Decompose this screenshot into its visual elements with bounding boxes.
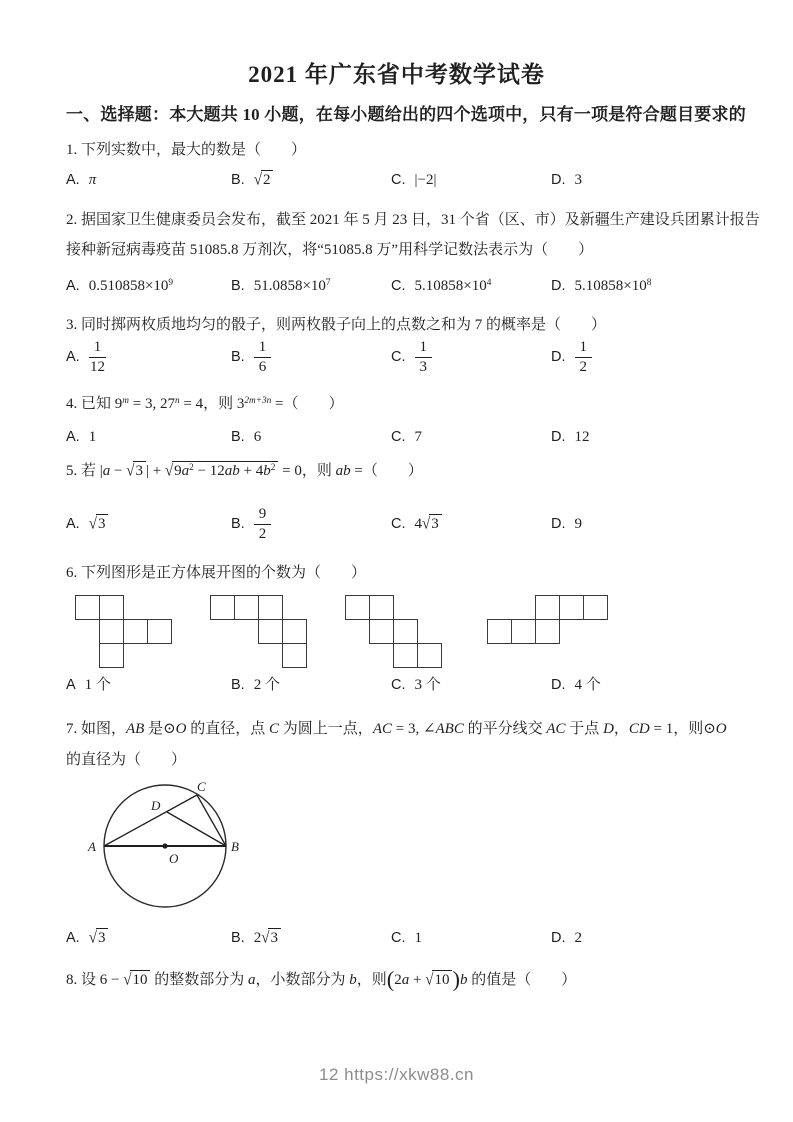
net-cell [511,619,536,644]
question-7-option-d [551,929,730,949]
option-label: D. [551,677,566,694]
question-7-circle-figure [75,778,257,925]
question-6-option-b [231,676,391,696]
question-1-option-d [551,171,730,191]
option-content: 4 个 [574,677,601,693]
question-7-options [66,928,730,949]
cube-net-figure-2 [210,595,310,673]
question-6-options [66,676,730,696]
question-7-stem-line-2: 的直径为（ ） [66,752,187,768]
option-content: √3 [89,928,109,949]
net-cell [417,643,442,668]
option-content: 7 [414,429,422,445]
option-content: $5.10858\times 10^8$ [574,277,652,294]
option-content: $\frac{9}{2}$ [254,505,272,544]
net-cell [282,619,307,644]
cube-net-figure-1 [75,595,175,673]
net-cell [282,643,307,668]
option-label: B. [231,348,245,365]
option-label: A. [66,171,80,188]
option-content: $0.510858\times 10^9$ [88,277,174,294]
question-3-option-d [551,338,730,377]
question-4-option-d [551,428,730,448]
question-6-option-d [551,676,730,696]
option-label: D. [551,348,566,365]
cube-net-figure-4 [487,595,612,673]
question-1-stem: 1. 下列实数中，最大的数是（ ） [66,142,307,158]
question-2-options [66,277,730,297]
net-cell [535,595,560,620]
option-content: $\frac{1}{2}$ [575,338,593,377]
net-cell [345,595,370,620]
question-7-option-b [231,928,391,949]
question-3-option-a [66,338,231,377]
point-label-a: A [88,839,96,854]
option-label: A [66,677,76,694]
option-label: A. [66,515,80,532]
option-label: A. [66,429,80,446]
net-cell [583,595,608,620]
option-content: $5.10858\times 10^4$ [414,277,492,294]
cube-net-figure-3 [345,595,445,673]
net-cell [258,619,283,644]
option-label: B. [231,171,245,188]
option-content: 4√3 [415,514,442,535]
option-content: √2 [254,170,274,191]
question-4-option-a [66,428,231,448]
option-content: 12 [574,429,590,445]
question-4-stem: 4. 已知 $9^m = 3$, $27^n = 4$，则 $3^{2m+3n}$ =（ ） [66,395,344,412]
option-label: D. [551,429,566,446]
center-point [162,843,167,848]
option-label: C. [391,171,406,188]
question-5-stem: 5. 若 |a − √3 | + $√9a^2 - 12ab + 4b^2 = 0$，则 ab =（ ） [66,462,423,480]
option-label: B. [231,429,245,446]
option-content: 3 [574,171,582,188]
question-5-option-a [66,514,231,535]
question-2-option-d [551,277,730,297]
option-content: √3 [89,514,109,535]
question-2-option-a [66,277,231,297]
net-cell [393,643,418,668]
question-4-options [66,428,730,448]
point-label-b: B [231,839,239,854]
question-1-option-b [231,170,391,191]
option-label: D. [551,278,566,295]
page-title: 2021 年广东省中考数学试卷 [248,62,545,87]
option-label: C. [391,515,406,532]
question-2-option-b [231,277,391,297]
option-label: C. [391,429,406,446]
point-label-d: D [151,798,161,813]
option-content: $\frac{1}{6}$ [254,338,272,377]
option-content: 1 个 [84,677,111,693]
point-label-o: O [169,851,179,866]
net-cell [535,619,560,644]
bisector-bd [167,812,226,846]
option-content: $\frac{1}{12}$ [89,339,105,375]
net-cell [99,595,124,620]
net-cell [99,619,124,644]
footer-watermark: 12 https://xkw88.cn [318,1065,475,1084]
net-cell [369,595,394,620]
net-cell [99,643,124,668]
question-3-option-b [231,338,391,377]
option-content: 1 [88,429,97,445]
net-cell [369,619,394,644]
question-6-option-a [66,676,231,696]
option-label: C. [391,677,406,694]
net-cell [75,595,100,620]
question-8-stem: 8. 设 6 − √10 的整数部分为 a，小数部分为 b，则(2a + √10 )b 的值是（ ） [66,966,577,992]
option-label: D. [551,515,566,532]
option-content: 2 [574,929,582,946]
net-cell [487,619,512,644]
question-1-option-a [66,171,231,191]
question-2-option-c [391,277,551,297]
question-2-stem-line-2: 接种新冠病毒疫苗 51085.8 万剂次，将“51085.8 万”用科学记数法表示为（ ） [66,242,594,258]
question-7-option-a [66,928,231,949]
option-label: D. [551,929,566,946]
option-label: A. [66,929,80,946]
question-5-options [66,505,730,544]
option-label: C. [391,929,406,946]
question-3-option-c [391,338,551,377]
question-2-stem-line-1: 2. 据国家卫生健康委员会发布，截至 2021 年 5 月 23 日，31 个省（区、市）及新疆生产建设兵团累计报告 [66,212,760,228]
question-6-figures [0,595,793,673]
section-header: 一、选择题：本大题共 10 小题，在每小题给出的四个选项中，只有一项是符合题目要求的 [66,105,746,124]
question-1-option-c [391,171,551,191]
option-content: 9 [574,515,582,532]
option-content: 3 个 [414,677,441,693]
net-cell [234,595,259,620]
net-cell [147,619,172,644]
net-cell [258,595,283,620]
question-1-options [66,170,730,191]
question-4-option-b [231,428,391,448]
net-cell [210,595,235,620]
net-cell [559,595,584,620]
option-content: 2√3 [254,928,281,949]
option-content: $\frac{1}{3}$ [415,338,433,377]
option-label: B. [231,515,245,532]
option-label: C. [391,278,406,295]
question-7-stem-line-1: 7. 如图，AB 是⊙O 的直径，点 C 为圆上一点，AC = 3, ∠ABC 的平分线交 AC 于点 D，CD = 1，则⊙O [66,721,727,737]
question-3-stem: 3. 同时掷两枚质地均匀的骰子，则两枚骰子向上的点数之和为 7 的概率是（ ） [66,317,607,333]
option-label: B. [231,677,245,694]
option-label: B. [231,278,245,295]
question-3-options [66,338,730,377]
question-5-option-c [391,514,551,535]
option-content: |−2| [414,171,437,188]
question-6-stem: 6. 下列图形是正方体展开图的个数为（ ） [66,565,367,581]
point-label-c: C [197,779,206,794]
net-cell [393,619,418,644]
option-content: 6 [253,429,262,445]
option-label: D. [551,171,566,188]
option-label: A. [66,278,80,295]
question-5-option-d [551,515,730,535]
circle-figure-svg [75,778,257,920]
option-content: 1 [414,929,422,946]
question-4-option-c [391,428,551,448]
option-content: $51.0858\times 10^7$ [253,277,331,294]
option-label: C. [391,348,406,365]
question-7-option-c [391,929,551,949]
option-label: A. [66,348,80,365]
option-content: π [88,171,97,188]
net-cell [123,619,148,644]
question-5-option-b [231,505,391,544]
question-6-option-c [391,676,551,696]
option-content: 2 个 [253,677,280,693]
option-label: B. [231,929,245,946]
